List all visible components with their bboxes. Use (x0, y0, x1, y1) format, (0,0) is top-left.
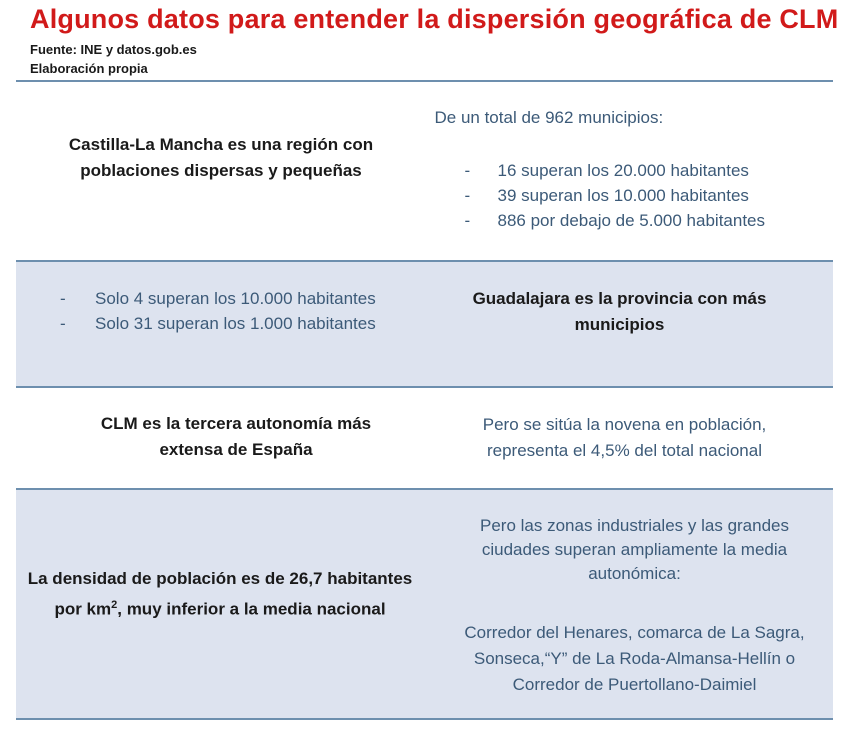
row-guadalajara-left (16, 262, 425, 386)
list-item (60, 286, 376, 311)
density-unit-superscript: 2 (111, 599, 118, 611)
list-item (60, 311, 376, 336)
row-dispersion-left (16, 82, 425, 260)
density-text-part1: La densidad de población es de 26,7 habitantes por km (27, 569, 413, 619)
list-item-text: 16 superan los 20.000 habitantes (497, 161, 749, 180)
guadalajara-statement: Guadalajara es la provincia con más municipios (472, 289, 767, 334)
source-note (30, 40, 197, 78)
industrial-zones-statement: Pero las zonas industriales y las grandes ciudades superan ampliamente la media autonómica: (480, 516, 789, 583)
municipality-total: De un total de 962 municipios: (434, 108, 664, 127)
list-item-text: Solo 31 superan los 1.000 habitantes (95, 314, 376, 333)
page-title: Algunos datos para entender la dispersión geográfica de CLM (30, 4, 839, 34)
density-statement (20, 566, 420, 623)
list-item (465, 158, 766, 183)
density-text-part2: , muy inferior a la media nacional (117, 599, 386, 619)
source-line: Fuente: INE y datos.gob.es (30, 42, 197, 57)
elaboration-line: Elaboración propia (30, 61, 148, 76)
dash-marker: - (60, 289, 66, 308)
dash-marker: - (464, 161, 471, 180)
row-extension-right (425, 388, 834, 488)
row-dispersion-right (425, 82, 834, 260)
row-guadalajara-right (425, 262, 834, 386)
list-item-text: 39 superan los 10.000 habitantes (497, 186, 749, 205)
row-dispersion (16, 82, 833, 262)
threshold-list (60, 286, 376, 336)
list-item-text: 886 por debajo de 5.000 habitantes (497, 211, 766, 230)
dispersion-statement: Castilla-La Mancha es una región con poblaciones dispersas y pequeñas (68, 135, 374, 180)
list-item-text: Solo 4 superan los 10.000 habitantes (95, 289, 376, 308)
row-density-left (16, 490, 425, 718)
list-item (465, 183, 766, 208)
row-extension (16, 388, 833, 490)
extension-statement: CLM es la tercera autonomía más extensa de España (100, 414, 372, 459)
row-density (16, 490, 833, 720)
population-rank-statement: Pero se sitúa la novena en población, representa el 4,5% del total nacional (482, 415, 767, 460)
row-extension-left (16, 388, 425, 488)
dash-marker: - (60, 314, 66, 333)
list-item (465, 208, 766, 233)
municipality-breakdown-list (465, 158, 766, 233)
dash-marker: - (464, 186, 471, 205)
industrial-zones-list: Corredor del Henares, comarca de La Sagra, Sonseca,“Y” de La Roda-Almansa-Hellín o Corredor de Puertollano-Daimiel (464, 623, 805, 694)
dash-marker: - (464, 211, 471, 230)
row-density-right (425, 490, 834, 718)
row-guadalajara (16, 262, 833, 388)
